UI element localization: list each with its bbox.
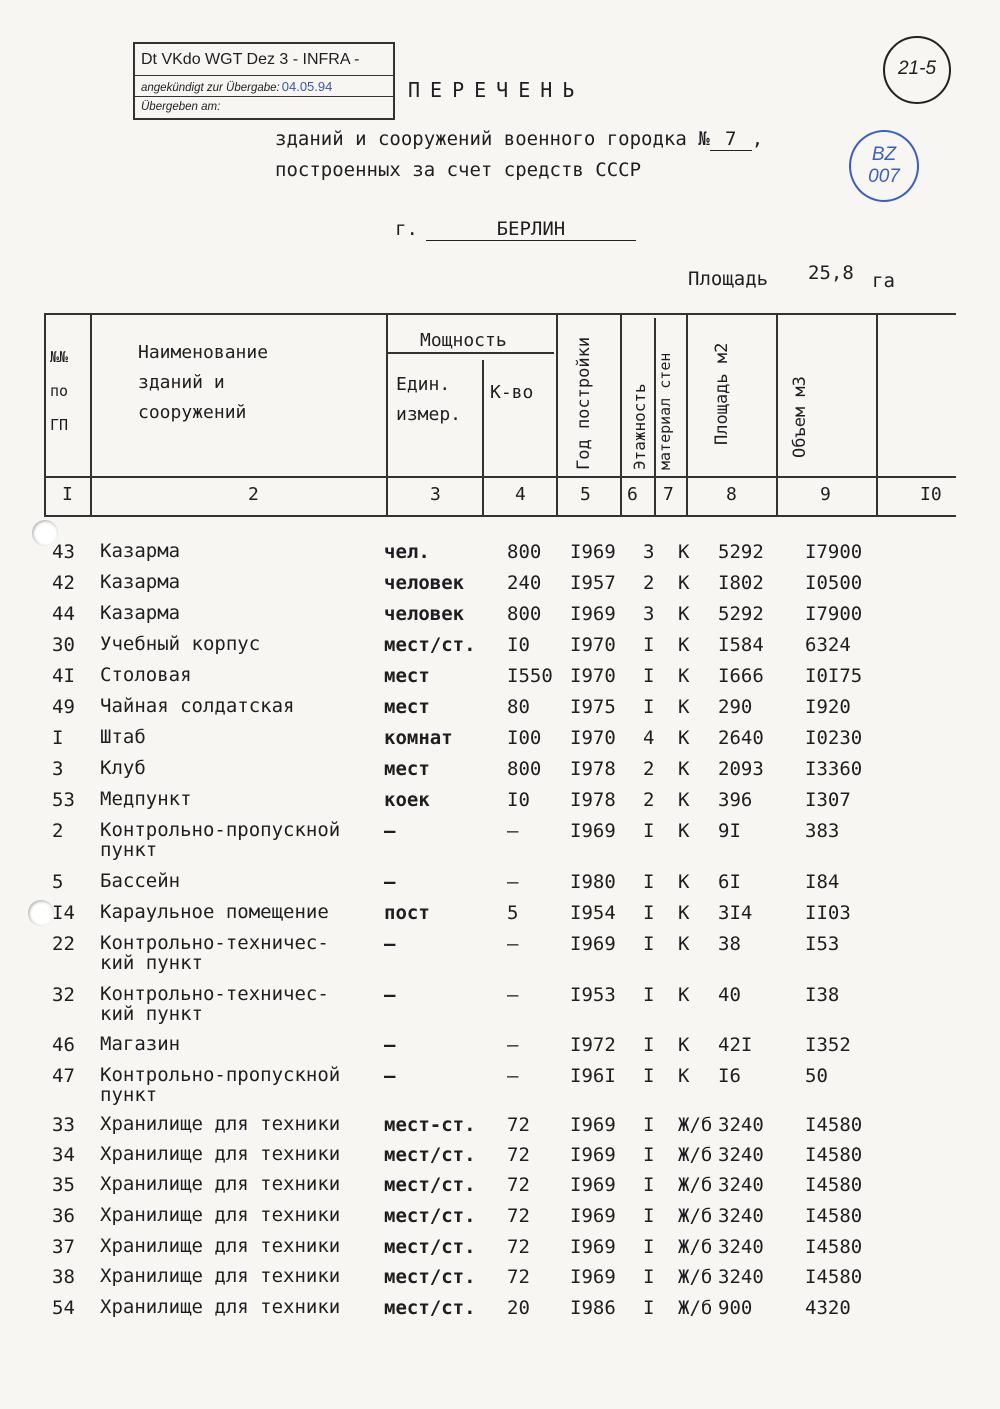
floors-cell: I — [643, 1297, 655, 1319]
qty-cell: I550 — [507, 665, 553, 687]
colnum-8: 8 — [726, 484, 737, 505]
document-title: ПЕРЕЧЕНЬ — [408, 78, 585, 102]
material-cell: К — [678, 572, 690, 594]
qty-cell: I00 — [507, 727, 542, 749]
material-cell: К — [678, 665, 690, 687]
gp-cell: 43 — [52, 541, 75, 563]
year-cell: I969 — [570, 1144, 616, 1166]
volume-cell: I4580 — [805, 1266, 863, 1288]
stamp-line-1: Dt VKdo WGT Dez 3 - INFRA - — [135, 44, 393, 76]
year-cell: I954 — [570, 902, 616, 924]
qty-cell: 72 — [507, 1205, 530, 1227]
area-cell: I666 — [718, 665, 764, 687]
area-cell: 3240 — [718, 1114, 764, 1136]
volume-cell: I0I75 — [805, 665, 863, 687]
stamp-date: 04.05.94 — [281, 79, 333, 94]
qty-cell: – — [507, 820, 519, 842]
blue-circled-note: BZ 007 — [849, 130, 919, 202]
gp-cell: 4I — [52, 665, 75, 687]
colnum-9: 9 — [820, 484, 831, 505]
col2-header: Наименование зданий и сооружений — [138, 342, 269, 423]
volume-cell: I4580 — [805, 1174, 863, 1196]
material-cell: К — [678, 1065, 690, 1087]
unit-cell: человек — [384, 572, 465, 594]
town-number: 7 — [710, 128, 752, 151]
year-cell: I969 — [570, 1114, 616, 1136]
gp-cell: 3 — [52, 758, 64, 780]
material-cell: К — [678, 820, 690, 842]
unit-cell: комнат — [384, 727, 453, 749]
material-cell: Ж/б — [678, 1205, 713, 1227]
colnum-10: I0 — [920, 484, 942, 505]
gp-cell: 38 — [52, 1266, 75, 1288]
name-cell: Контрольно-техничес- кий пункт — [100, 983, 329, 1025]
year-cell: I969 — [570, 603, 616, 625]
floors-cell: 2 — [643, 572, 655, 594]
material-cell: К — [678, 634, 690, 656]
subtitle-line-2: построенных за счет средств СССР — [275, 159, 642, 181]
year-cell: I970 — [570, 727, 616, 749]
unit-cell: – — [384, 1034, 396, 1056]
material-cell: К — [678, 696, 690, 718]
volume-cell: I4580 — [805, 1144, 863, 1166]
qty-cell: 80 — [507, 696, 530, 718]
gp-cell: 5 — [52, 871, 64, 893]
unit-cell: мест — [384, 758, 430, 780]
unit-cell: – — [384, 984, 396, 1006]
area-cell: 3240 — [718, 1266, 764, 1288]
area-value: 25,8 — [808, 262, 854, 284]
area-cell: 3240 — [718, 1205, 764, 1227]
unit-cell: мест — [384, 665, 430, 687]
name-cell: Контрольно-техничес- кий пункт — [100, 932, 329, 974]
volume-cell: I352 — [805, 1034, 851, 1056]
area-cell: 2093 — [718, 758, 764, 780]
area-cell: 396 — [718, 789, 753, 811]
year-cell: I969 — [570, 933, 616, 955]
volume-cell: I7900 — [805, 541, 863, 563]
volume-cell: I0500 — [805, 572, 863, 594]
volume-cell: 383 — [805, 820, 840, 842]
qty-cell: 20 — [507, 1297, 530, 1319]
area-cell: 38 — [718, 933, 741, 955]
gp-cell: 37 — [52, 1236, 75, 1258]
floors-cell: I — [643, 902, 655, 924]
area-cell: I802 — [718, 572, 764, 594]
gp-cell: 47 — [52, 1065, 75, 1087]
gp-cell: 46 — [52, 1034, 75, 1056]
name-cell: Бассейн — [100, 870, 181, 892]
area-cell: I584 — [718, 634, 764, 656]
unit-cell: – — [384, 871, 396, 893]
colnum-2: 2 — [248, 484, 259, 505]
name-cell: Караульное помещение — [100, 901, 329, 923]
area-cell: 3240 — [718, 1174, 764, 1196]
stamp-line-3: Übergeben am: — [141, 101, 221, 113]
floors-cell: I — [643, 1205, 655, 1227]
year-cell: I972 — [570, 1034, 616, 1056]
name-cell: Магазин — [100, 1033, 181, 1055]
qty-cell: 240 — [507, 572, 542, 594]
city-name: БЕРЛИН — [426, 218, 636, 241]
area-label: Площадь — [688, 268, 769, 290]
qty-cell: – — [507, 1034, 519, 1056]
area-cell: 5292 — [718, 603, 764, 625]
gp-cell: I — [52, 727, 64, 749]
colnum-6: 6 — [627, 484, 638, 505]
volume-cell: 6324 — [805, 634, 851, 656]
qty-cell: 72 — [507, 1236, 530, 1258]
year-cell: I980 — [570, 871, 616, 893]
floors-cell: I — [643, 696, 655, 718]
col3-header: Един. измер. — [396, 374, 462, 425]
gp-cell: 54 — [52, 1297, 75, 1319]
unit-cell: пост — [384, 902, 430, 924]
area-unit: га — [872, 270, 895, 292]
col6-header: Этажность — [630, 383, 649, 470]
year-cell: I96I — [570, 1065, 616, 1087]
colnum-3: 3 — [430, 484, 441, 505]
gp-cell: 22 — [52, 933, 75, 955]
name-cell: Контрольно-пропускной пункт — [100, 1064, 341, 1106]
material-cell: К — [678, 871, 690, 893]
col7-header: материал стен — [656, 352, 674, 470]
floors-cell: I — [643, 984, 655, 1006]
year-cell: I969 — [570, 1266, 616, 1288]
material-cell: Ж/б — [678, 1144, 713, 1166]
name-cell: Казарма — [100, 540, 181, 562]
floors-cell: I — [643, 1266, 655, 1288]
gp-cell: 33 — [52, 1114, 75, 1136]
col1-header: №№ по ГП — [50, 348, 69, 434]
unit-cell: мест/ст. — [384, 1205, 476, 1227]
qty-cell: – — [507, 1065, 519, 1087]
unit-cell: человек — [384, 603, 465, 625]
col8-header: Площадь м2 — [712, 342, 732, 445]
unit-cell: – — [384, 1065, 396, 1087]
material-cell: К — [678, 1034, 690, 1056]
area-cell: 40 — [718, 984, 741, 1006]
unit-cell: мест-ст. — [384, 1114, 476, 1136]
volume-cell: I920 — [805, 696, 851, 718]
corner-note: 21-5 — [883, 36, 951, 104]
year-cell: I978 — [570, 758, 616, 780]
volume-cell: I7900 — [805, 603, 863, 625]
unit-cell: мест/ст. — [384, 634, 476, 656]
gp-cell: 49 — [52, 696, 75, 718]
year-cell: I969 — [570, 541, 616, 563]
name-cell: Штаб — [100, 726, 146, 748]
area-cell: 6I — [718, 871, 741, 893]
unit-cell: мест/ст. — [384, 1174, 476, 1196]
col4-header: К-во — [490, 382, 534, 403]
unit-cell: чел. — [384, 541, 430, 563]
floors-cell: I — [643, 1174, 655, 1196]
volume-cell: I3360 — [805, 758, 863, 780]
unit-cell: мест/ст. — [384, 1236, 476, 1258]
name-cell: Контрольно-пропускной пункт — [100, 819, 341, 861]
volume-cell: I4580 — [805, 1205, 863, 1227]
unit-cell: мест/ст. — [384, 1266, 476, 1288]
volume-cell: 50 — [805, 1065, 828, 1087]
floors-cell: I — [643, 1114, 655, 1136]
material-cell: К — [678, 984, 690, 1006]
volume-cell: I4580 — [805, 1236, 863, 1258]
colnum-1: I — [62, 484, 73, 505]
volume-cell: I84 — [805, 871, 840, 893]
year-cell: I969 — [570, 1174, 616, 1196]
year-cell: I969 — [570, 1236, 616, 1258]
unit-cell: – — [384, 820, 396, 842]
floors-cell: 3 — [643, 541, 655, 563]
floors-cell: 4 — [643, 727, 655, 749]
area-cell: 5292 — [718, 541, 764, 563]
year-cell: I969 — [570, 820, 616, 842]
area-cell: 3240 — [718, 1144, 764, 1166]
floors-cell: I — [643, 1065, 655, 1087]
name-cell: Чайная солдатская — [100, 695, 295, 717]
name-cell: Хранилище для техники — [100, 1265, 341, 1287]
volume-cell: I0230 — [805, 727, 863, 749]
material-cell: К — [678, 541, 690, 563]
volume-cell: I53 — [805, 933, 840, 955]
gp-cell: 35 — [52, 1174, 75, 1196]
qty-cell: – — [507, 984, 519, 1006]
qty-cell: 800 — [507, 541, 542, 563]
col9-header: Объем м3 — [790, 376, 810, 458]
floors-cell: I — [643, 634, 655, 656]
volume-cell: 4320 — [805, 1297, 851, 1319]
name-cell: Столовая — [100, 664, 192, 686]
qty-cell: I0 — [507, 789, 530, 811]
name-cell: Хранилище для техники — [100, 1143, 341, 1165]
floors-cell: I — [643, 820, 655, 842]
qty-cell: 72 — [507, 1114, 530, 1136]
qty-cell: I0 — [507, 634, 530, 656]
floors-cell: I — [643, 1034, 655, 1056]
unit-cell: мест — [384, 696, 430, 718]
gp-cell: 42 — [52, 572, 75, 594]
name-cell: Хранилище для техники — [100, 1235, 341, 1257]
floors-cell: 2 — [643, 789, 655, 811]
material-cell: Ж/б — [678, 1266, 713, 1288]
power-header: Мощность — [420, 330, 507, 351]
area-cell: I6 — [718, 1065, 741, 1087]
colnum-7: 7 — [663, 484, 674, 505]
area-cell: 290 — [718, 696, 753, 718]
gp-cell: 2 — [52, 820, 64, 842]
material-cell: Ж/б — [678, 1114, 713, 1136]
qty-cell: 800 — [507, 758, 542, 780]
qty-cell: – — [507, 933, 519, 955]
name-cell: Казарма — [100, 602, 181, 624]
name-cell: Хранилище для техники — [100, 1173, 341, 1195]
unit-cell: – — [384, 933, 396, 955]
volume-cell: I307 — [805, 789, 851, 811]
floors-cell: I — [643, 1236, 655, 1258]
col5-header: Год постройки — [574, 336, 594, 470]
gp-cell: 30 — [52, 634, 75, 656]
name-cell: Медпункт — [100, 788, 192, 810]
year-cell: I970 — [570, 634, 616, 656]
subtitle-line-1: зданий и сооружений военного городка № 7 , — [275, 128, 764, 150]
material-cell: К — [678, 933, 690, 955]
stamp-line-2: angekündigt zur Übergabe: 04.05.94 — [135, 76, 393, 97]
unit-cell: мест/ст. — [384, 1297, 476, 1319]
floors-cell: I — [643, 665, 655, 687]
year-cell: I986 — [570, 1297, 616, 1319]
floors-cell: 2 — [643, 758, 655, 780]
name-cell: Учебный корпус — [100, 633, 261, 655]
volume-cell: I38 — [805, 984, 840, 1006]
qty-cell: – — [507, 871, 519, 893]
material-cell: К — [678, 727, 690, 749]
material-cell: К — [678, 758, 690, 780]
name-cell: Хранилище для техники — [100, 1113, 341, 1135]
year-cell: I953 — [570, 984, 616, 1006]
punch-hole — [28, 900, 54, 926]
unit-cell: мест/ст. — [384, 1144, 476, 1166]
material-cell: К — [678, 789, 690, 811]
qty-cell: 72 — [507, 1266, 530, 1288]
name-cell: Клуб — [100, 757, 146, 779]
gp-cell: 32 — [52, 984, 75, 1006]
area-cell: 9I — [718, 820, 741, 842]
unit-cell: коек — [384, 789, 430, 811]
area-cell: 42I — [718, 1034, 753, 1056]
qty-cell: 72 — [507, 1174, 530, 1196]
colnum-4: 4 — [515, 484, 526, 505]
material-cell: К — [678, 603, 690, 625]
area-cell: 3240 — [718, 1236, 764, 1258]
material-cell: Ж/б — [678, 1297, 713, 1319]
gp-cell: I4 — [52, 902, 75, 924]
gp-cell: 53 — [52, 789, 75, 811]
area-cell: 900 — [718, 1297, 753, 1319]
receipt-stamp — [133, 42, 395, 120]
material-cell: К — [678, 902, 690, 924]
name-cell: Казарма — [100, 571, 181, 593]
floors-cell: I — [643, 871, 655, 893]
name-cell: Хранилище для техники — [100, 1296, 341, 1318]
material-cell: Ж/б — [678, 1174, 713, 1196]
year-cell: I978 — [570, 789, 616, 811]
gp-cell: 36 — [52, 1205, 75, 1227]
floors-cell: I — [643, 933, 655, 955]
material-cell: Ж/б — [678, 1236, 713, 1258]
year-cell: I957 — [570, 572, 616, 594]
volume-cell: II03 — [805, 902, 851, 924]
year-cell: I969 — [570, 1205, 616, 1227]
area-cell: 2640 — [718, 727, 764, 749]
city-line: г. БЕРЛИН — [395, 218, 636, 241]
name-cell: Хранилище для техники — [100, 1204, 341, 1226]
year-cell: I975 — [570, 696, 616, 718]
qty-cell: 5 — [507, 902, 519, 924]
colnum-5: 5 — [580, 484, 591, 505]
floors-cell: I — [643, 1144, 655, 1166]
area-cell: 3I4 — [718, 902, 753, 924]
qty-cell: 800 — [507, 603, 542, 625]
floors-cell: 3 — [643, 603, 655, 625]
qty-cell: 72 — [507, 1144, 530, 1166]
year-cell: I970 — [570, 665, 616, 687]
volume-cell: I4580 — [805, 1114, 863, 1136]
gp-cell: 44 — [52, 603, 75, 625]
gp-cell: 34 — [52, 1144, 75, 1166]
